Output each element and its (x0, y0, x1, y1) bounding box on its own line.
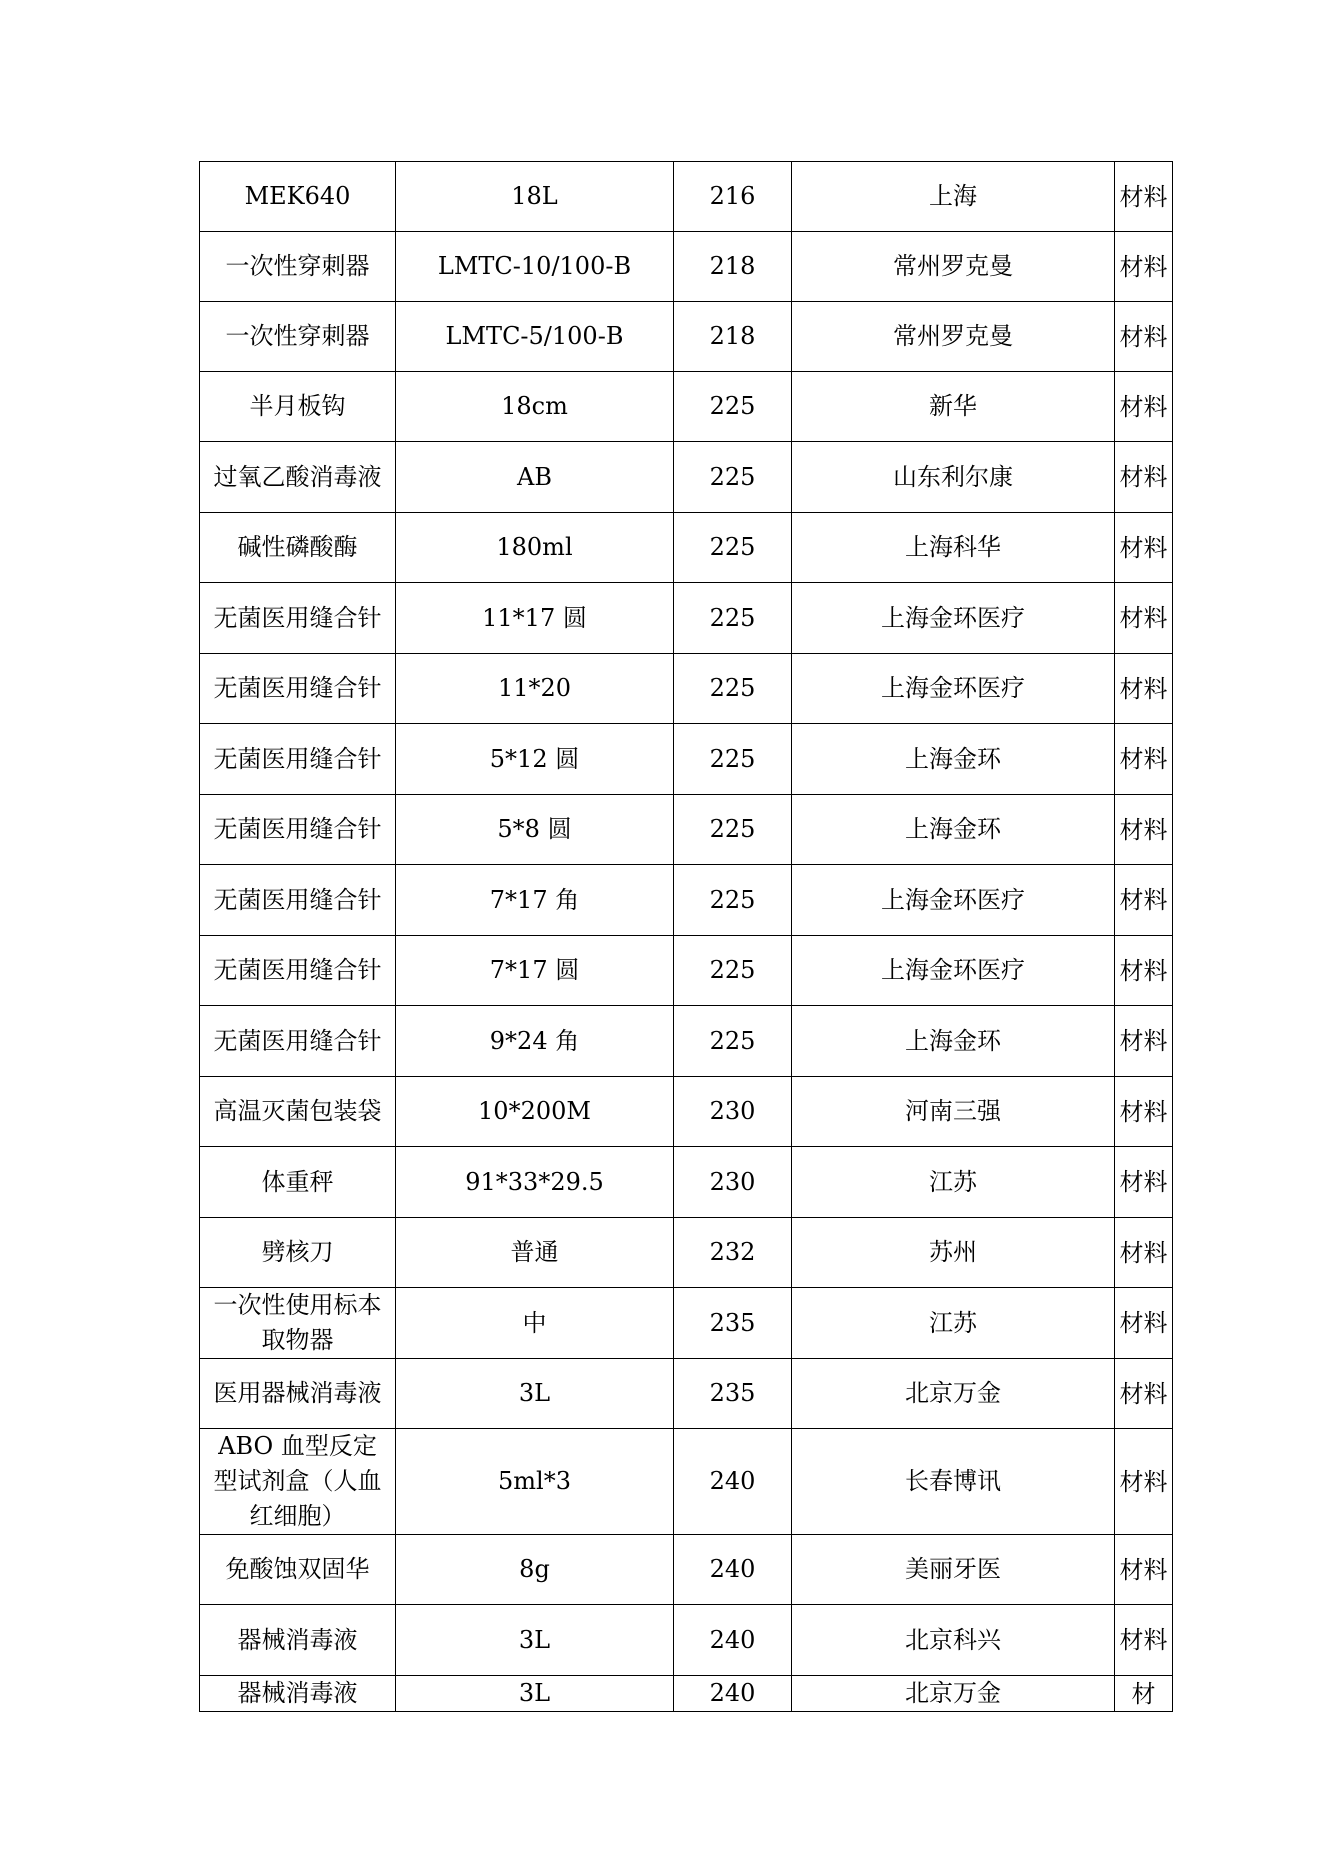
price-cell-text: 230 (709, 1097, 756, 1125)
item-name-cell-text: 无菌医用缝合针 (213, 1026, 382, 1055)
item-name-cell (200, 795, 396, 865)
category-cell (1115, 232, 1173, 302)
price-cell-text: 240 (709, 1625, 756, 1654)
table-row (200, 442, 1173, 513)
spec-cell-text: 普通 (510, 1238, 559, 1266)
category-cell (1115, 1218, 1173, 1288)
manufacturer-cell-text: 上海金环 (905, 744, 1001, 773)
spec-cell (396, 1006, 674, 1077)
category-cell-text: 材料 (1119, 604, 1168, 632)
price-cell (674, 513, 792, 583)
table-row (200, 1359, 1173, 1429)
table-row (200, 795, 1173, 865)
spec-cell (396, 654, 674, 724)
spec-cell (396, 1676, 674, 1712)
manufacturer-cell-text: 上海金环 (905, 1026, 1001, 1055)
item-name-cell-text: 无菌医用缝合针 (213, 956, 382, 984)
category-cell-text: 材料 (1119, 182, 1168, 211)
spec-cell (396, 1218, 674, 1288)
category-cell (1115, 513, 1173, 583)
item-name-cell (200, 1006, 396, 1077)
manufacturer-cell (792, 1006, 1115, 1077)
item-name-cell (200, 162, 396, 232)
category-cell-text: 材料 (1119, 1168, 1168, 1196)
spec-cell (396, 1359, 674, 1429)
manufacturer-cell (792, 1535, 1115, 1605)
spec-cell-text: 3L (518, 1379, 551, 1407)
category-cell-text: 材料 (1119, 463, 1168, 491)
item-name-cell (200, 583, 396, 654)
manufacturer-cell-text: 上海 (929, 182, 977, 210)
spec-cell (396, 795, 674, 865)
category-cell-text: 材料 (1119, 886, 1168, 914)
spec-cell-text: 5*12 圆 (489, 744, 580, 773)
price-cell (674, 372, 792, 442)
manufacturer-cell (792, 232, 1115, 302)
item-name-cell (200, 1147, 396, 1218)
item-name-cell (200, 1605, 396, 1676)
manufacturer-cell-text: 江苏 (929, 1308, 977, 1337)
spec-cell-text: 91*33*29.5 (465, 1167, 604, 1196)
price-cell-text: 225 (709, 462, 756, 491)
manufacturer-cell (792, 1147, 1115, 1218)
category-cell-text: 材料 (1119, 674, 1168, 703)
category-cell-text: 材料 (1119, 956, 1168, 985)
item-name-cell-text: ABO 血型反定型试剂盒（人血红细胞） (213, 1432, 382, 1530)
manufacturer-cell-text: 长春博讯 (905, 1467, 1001, 1495)
table-row (200, 1288, 1173, 1359)
item-name-cell (200, 1077, 396, 1147)
price-cell (674, 1006, 792, 1077)
table-row (200, 1077, 1173, 1147)
category-cell (1115, 162, 1173, 232)
price-cell-text: 225 (709, 533, 756, 561)
manufacturer-cell-text: 常州罗克曼 (893, 322, 1013, 350)
table-row (200, 936, 1173, 1006)
spec-cell-text: 3L (518, 1625, 551, 1654)
category-cell (1115, 1006, 1173, 1077)
item-name-cell (200, 372, 396, 442)
item-name-cell (200, 1535, 396, 1605)
item-name-cell (200, 1218, 396, 1288)
category-cell (1115, 724, 1173, 795)
item-name-cell-text: 器械消毒液 (237, 1625, 358, 1654)
category-cell-text: 材料 (1119, 1309, 1168, 1337)
category-cell (1115, 442, 1173, 513)
spec-cell (396, 1288, 674, 1359)
spec-cell (396, 232, 674, 302)
manufacturer-cell (792, 654, 1115, 724)
spec-cell (396, 1147, 674, 1218)
manufacturer-cell-text: 北京科兴 (905, 1625, 1001, 1654)
price-cell-text: 225 (709, 392, 756, 420)
category-cell (1115, 1359, 1173, 1429)
price-cell (674, 1605, 792, 1676)
price-cell-text: 240 (709, 1467, 756, 1495)
manufacturer-cell-text: 北京万金 (905, 1679, 1001, 1707)
manufacturer-cell (792, 1218, 1115, 1288)
table-row (200, 1006, 1173, 1077)
category-cell (1115, 1147, 1173, 1218)
manufacturer-cell (792, 1676, 1115, 1712)
manufacturer-cell-text: 上海金环医疗 (881, 885, 1025, 914)
manufacturer-cell-text: 上海金环 (905, 815, 1001, 843)
item-name-cell-text: 过氧乙酸消毒液 (213, 462, 382, 491)
category-cell-text: 材料 (1119, 745, 1168, 773)
item-name-cell-text: 体重秤 (261, 1167, 334, 1196)
price-cell-text: 225 (709, 674, 756, 702)
manufacturer-cell-text: 上海金环医疗 (881, 956, 1025, 984)
price-cell (674, 1535, 792, 1605)
spec-cell (396, 372, 674, 442)
manufacturer-cell-text: 北京万金 (905, 1379, 1001, 1407)
item-name-cell-text: 劈核刀 (261, 1238, 334, 1266)
category-cell (1115, 372, 1173, 442)
price-cell-text: 230 (709, 1167, 756, 1196)
price-cell-text: 225 (709, 956, 756, 984)
table-row (200, 865, 1173, 936)
category-cell-text: 材料 (1119, 322, 1168, 351)
spec-cell-text: 9*24 角 (489, 1026, 580, 1055)
category-cell-text: 材 (1131, 1679, 1156, 1708)
item-name-cell-text: 无菌医用缝合针 (213, 744, 382, 773)
category-cell (1115, 1429, 1173, 1535)
manufacturer-cell (792, 936, 1115, 1006)
manufacturer-cell (792, 1429, 1115, 1535)
spec-cell-text: 7*17 角 (489, 885, 580, 914)
item-name-cell (200, 1359, 396, 1429)
item-name-cell-text: 医用器械消毒液 (213, 1379, 382, 1407)
spec-cell-text: AB (517, 462, 552, 491)
manufacturer-cell-text: 江苏 (929, 1167, 977, 1196)
price-cell (674, 302, 792, 372)
item-name-cell-text: 一次性使用标本取物器 (213, 1291, 382, 1354)
price-cell-text: 225 (709, 815, 756, 843)
table-row (200, 372, 1173, 442)
price-cell (674, 1429, 792, 1535)
spec-cell-text: 18L (511, 182, 558, 210)
manufacturer-cell (792, 865, 1115, 936)
price-cell-text: 240 (709, 1679, 756, 1707)
manufacturer-cell (792, 372, 1115, 442)
category-cell-text: 材料 (1119, 1379, 1168, 1408)
manufacturer-cell-text: 上海科华 (905, 533, 1001, 561)
manufacturer-cell-text: 美丽牙医 (905, 1555, 1001, 1583)
item-name-cell-text: 免酸蚀双固华 (225, 1555, 370, 1583)
price-cell (674, 1288, 792, 1359)
category-cell-text: 材料 (1119, 533, 1168, 562)
category-cell (1115, 1676, 1173, 1712)
item-name-cell-text: MEK640 (244, 182, 351, 210)
item-name-cell (200, 654, 396, 724)
spec-cell-text: 11*17 圆 (482, 603, 587, 632)
manufacturer-cell (792, 1605, 1115, 1676)
spec-cell-text: 5ml*3 (498, 1467, 571, 1495)
spec-cell-text: 7*17 圆 (489, 956, 580, 984)
price-cell-text: 232 (709, 1238, 756, 1266)
spec-cell (396, 513, 674, 583)
spec-cell-text: 中 (522, 1308, 547, 1337)
category-cell-text: 材料 (1119, 1555, 1168, 1584)
table-row (200, 1605, 1173, 1676)
spec-cell (396, 724, 674, 795)
category-cell (1115, 1605, 1173, 1676)
item-name-cell-text: 碱性磷酸酶 (237, 533, 358, 561)
spec-cell (396, 1535, 674, 1605)
price-cell (674, 865, 792, 936)
manufacturer-cell-text: 河南三强 (905, 1097, 1001, 1125)
category-cell-text: 材料 (1119, 815, 1168, 844)
price-cell (674, 936, 792, 1006)
price-cell (674, 1077, 792, 1147)
manufacturer-cell-text: 常州罗克曼 (893, 252, 1013, 280)
spec-cell (396, 583, 674, 654)
price-cell (674, 583, 792, 654)
category-cell (1115, 583, 1173, 654)
spec-cell-text: 18cm (501, 392, 568, 420)
table-row (200, 1535, 1173, 1605)
spec-cell (396, 1429, 674, 1535)
item-name-cell (200, 1429, 396, 1535)
price-cell (674, 795, 792, 865)
manufacturer-cell (792, 795, 1115, 865)
price-cell (674, 232, 792, 302)
category-cell-text: 材料 (1119, 1467, 1168, 1496)
spec-cell-text: 10*200M (478, 1097, 591, 1125)
spec-cell-text: 11*20 (497, 674, 572, 702)
manufacturer-cell (792, 1288, 1115, 1359)
item-name-cell-text: 无菌医用缝合针 (213, 674, 382, 702)
price-cell-text: 218 (709, 322, 756, 350)
item-name-cell (200, 513, 396, 583)
category-cell (1115, 654, 1173, 724)
table-row (200, 724, 1173, 795)
table-row (200, 1147, 1173, 1218)
item-name-cell (200, 936, 396, 1006)
item-name-cell (200, 442, 396, 513)
spec-cell (396, 936, 674, 1006)
price-cell (674, 162, 792, 232)
category-cell-text: 材料 (1119, 392, 1168, 421)
table-row (200, 583, 1173, 654)
manufacturer-cell-text: 山东利尔康 (893, 462, 1013, 491)
price-cell-text: 240 (709, 1555, 756, 1583)
item-name-cell (200, 865, 396, 936)
category-cell (1115, 936, 1173, 1006)
item-name-cell (200, 724, 396, 795)
category-cell (1115, 302, 1173, 372)
price-cell (674, 1676, 792, 1712)
manufacturer-cell (792, 442, 1115, 513)
spec-cell-text: 8g (519, 1555, 550, 1583)
price-cell (674, 1147, 792, 1218)
item-name-cell-text: 无菌医用缝合针 (213, 885, 382, 914)
category-cell-text: 材料 (1119, 252, 1168, 281)
category-cell-text: 材料 (1119, 1238, 1168, 1267)
spec-cell (396, 162, 674, 232)
materials-table (199, 161, 1173, 1712)
manufacturer-cell (792, 513, 1115, 583)
item-name-cell (200, 302, 396, 372)
table-row (200, 654, 1173, 724)
manufacturer-cell (792, 302, 1115, 372)
manufacturer-cell (792, 1077, 1115, 1147)
category-cell-text: 材料 (1119, 1626, 1168, 1654)
price-cell-text: 216 (709, 182, 756, 210)
price-cell (674, 724, 792, 795)
table-row (200, 1429, 1173, 1535)
spec-cell (396, 302, 674, 372)
item-name-cell-text: 一次性穿刺器 (225, 252, 370, 280)
spec-cell (396, 865, 674, 936)
table-row (200, 1218, 1173, 1288)
item-name-cell (200, 1676, 396, 1712)
item-name-cell (200, 1288, 396, 1359)
table-row (200, 302, 1173, 372)
manufacturer-cell (792, 1359, 1115, 1429)
item-name-cell-text: 高温灭菌包装袋 (213, 1097, 382, 1125)
item-name-cell-text: 半月板钩 (249, 392, 346, 420)
manufacturer-cell (792, 162, 1115, 232)
category-cell-text: 材料 (1119, 1097, 1168, 1126)
price-cell (674, 1359, 792, 1429)
price-cell-text: 225 (709, 603, 756, 632)
category-cell (1115, 865, 1173, 936)
price-cell-text: 225 (709, 744, 756, 773)
category-cell (1115, 1535, 1173, 1605)
item-name-cell-text: 无菌医用缝合针 (213, 603, 382, 632)
price-cell (674, 1218, 792, 1288)
price-cell-text: 235 (709, 1308, 756, 1337)
category-cell (1115, 1077, 1173, 1147)
price-cell-text: 225 (709, 885, 756, 914)
manufacturer-cell (792, 724, 1115, 795)
manufacturer-cell-text: 新华 (929, 392, 977, 420)
price-cell-text: 235 (709, 1379, 756, 1407)
price-cell-text: 225 (709, 1026, 756, 1055)
manufacturer-cell-text: 上海金环医疗 (881, 603, 1025, 632)
table-row (200, 232, 1173, 302)
spec-cell-text: 5*8 圆 (497, 815, 572, 843)
table-row (200, 162, 1173, 232)
spec-cell-text: LMTC-10/100-B (437, 252, 632, 280)
manufacturer-cell-text: 上海金环医疗 (881, 674, 1025, 702)
spec-cell-text: 180ml (496, 533, 573, 561)
manufacturer-cell (792, 583, 1115, 654)
item-name-cell (200, 232, 396, 302)
price-cell (674, 654, 792, 724)
item-name-cell-text: 无菌医用缝合针 (213, 815, 382, 843)
category-cell (1115, 795, 1173, 865)
item-name-cell-text: 一次性穿刺器 (225, 322, 370, 350)
table-body (200, 162, 1173, 1712)
spec-cell (396, 442, 674, 513)
price-cell-text: 218 (709, 252, 756, 280)
category-cell-text: 材料 (1119, 1027, 1168, 1055)
manufacturer-cell-text: 苏州 (929, 1238, 977, 1266)
category-cell (1115, 1288, 1173, 1359)
item-name-cell-text: 器械消毒液 (237, 1679, 358, 1707)
table-row (200, 513, 1173, 583)
price-cell (674, 442, 792, 513)
spec-cell (396, 1605, 674, 1676)
spec-cell-text: LMTC-5/100-B (445, 322, 624, 350)
table-row (200, 1676, 1173, 1712)
spec-cell (396, 1077, 674, 1147)
spec-cell-text: 3L (518, 1679, 551, 1707)
